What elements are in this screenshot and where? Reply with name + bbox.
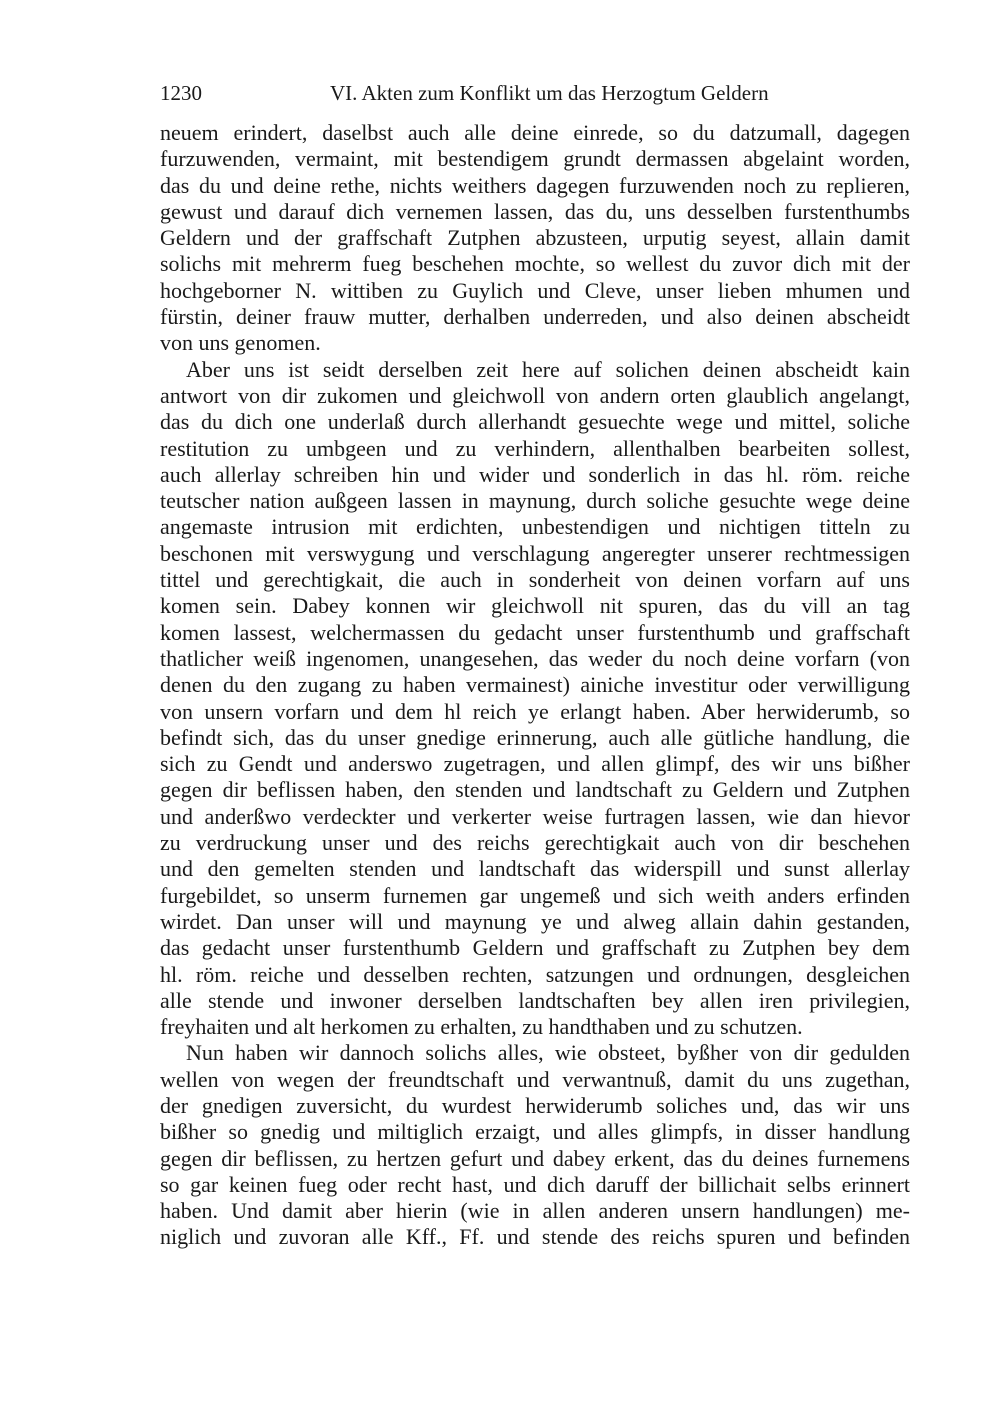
text-line: von uns genomen.: [160, 330, 321, 356]
text-line: so gar keinen fueg oder recht hast, und dich daruff der billichait selbs erinnert: [160, 1171, 910, 1197]
text-line: solichs mit mehrerm fueg beschehen mochte, so wellest du zuvor dich mit der: [160, 251, 910, 277]
text-line: das gedacht unser furstenthumb Geldern und graffschaft zu Zutphen bey dem: [160, 935, 910, 961]
paragraph-1: [160, 120, 910, 357]
text-line: neuem erindert, daselbst auch alle deine einrede, so du datzumall, dagegen: [160, 120, 910, 145]
text-line: antwort von dir zukomen und gleichwoll von andern orten glaublich angelangt,: [160, 382, 910, 408]
text-line: teutscher nation außgeen lassen in maynung, durch soliche gesuchte wege deine: [160, 488, 910, 514]
text-line: zu verdruckung unser und des reichs gerechtigkait auch von dir beschehen: [160, 830, 910, 856]
text-line: angemaste intrusion mit erdichten, unbestendigen und nichtigen titteln zu: [160, 514, 910, 540]
text-line: sich zu Gendt und anderswo zugetragen, und allen glimpf, des wir uns bißher: [160, 751, 910, 777]
text-line: hochgeborner N. wittiben zu Guylich und Cleve, unser lieben mhumen und: [160, 277, 910, 303]
text-line: und anderßwo verdeckter und verkerter weise furtragen lassen, wie dan hievor: [160, 803, 910, 829]
text-line: restitution zu umbgeen und zu verhindern, allenthalben bearbeiten sollest,: [160, 435, 910, 461]
text-line: fürstin, deiner frauw mutter, derhalben underreden, und also deinen abscheidt: [160, 304, 910, 330]
text-line: wellen von wegen der freundtschaft und verwantnuß, damit du uns zugethan,: [160, 1066, 910, 1092]
text-line: niglich und zuvoran alle Kff., Ff. und stende des reichs spuren und befinden: [160, 1224, 910, 1250]
paragraph-3: [160, 1040, 910, 1250]
text-line: gegen dir beflissen, zu hertzen gefurt und dabey erkent, das du deines furnemens: [160, 1145, 910, 1171]
running-head: VI. Akten zum Konflikt um das Herzogtum Geldern: [330, 81, 769, 105]
page-header: [160, 78, 910, 108]
text-line: gegen dir beflissen haben, den stenden und landtschaft zu Geldern und Zutphen: [160, 777, 910, 803]
text-line: thatlicher weiß ingenomen, unangesehen, das weder du noch deine vorfarn (von: [160, 645, 910, 671]
text-line: tittel und gerechtigkait, die auch in sonderheit von deinen vorfarn auf uns: [160, 567, 910, 593]
text-line: von unsern vorfarn und dem hl reich ye erlangt haben. Aber herwiderumb, so: [160, 698, 910, 724]
page-number: 1230: [160, 81, 202, 105]
text-line: auch allerlay schreiben hin und wider und sonderlich in das hl. röm. reiche: [160, 461, 910, 487]
text-line: das du dich one underlaß durch allerhandt gesuechte wege und mittel, soliche: [160, 409, 910, 435]
text-line: bißher so gnedig und miltiglich erzaigt, und alles glimpfs, in disser handlung: [160, 1119, 910, 1145]
text-line: und den gemelten stenden und landtschaft das widerspill und sunst allerlay: [160, 856, 910, 882]
text-line: der gnedigen zuversicht, du wurdest herwiderumb soliches und, das wir uns: [160, 1092, 910, 1118]
text-line: Aber uns ist seidt derselben zeit here auf solichen deinen abscheidt kain: [186, 356, 910, 382]
text-line: haben. Und damit aber hierin (wie in allen anderen unsern handlungen) me-: [160, 1198, 910, 1224]
text-line: Geldern und der graffschaft Zutphen abzusteen, urputig seyest, allain damit: [160, 225, 910, 251]
text-line: hl. röm. reiche und desselben rechten, satzungen und ordnungen, desgleichen: [160, 961, 910, 987]
text-line: alle stende und inwoner derselben landtschaften bey allen iren privilegien,: [160, 987, 910, 1013]
text-line: denen du den zugang zu haben vermainest) ainiche investitur oder verwilligung: [160, 672, 910, 698]
text-line: das du und deine rethe, nichts weithers dagegen furzuwenden noch zu replieren,: [160, 172, 910, 198]
text-line: befindt sich, das du unser gnedige erinnerung, auch alle gütliche handlung, die: [160, 724, 910, 750]
text-line: gewust und darauf dich vernemen lassen, das du, uns desselben furstenthumbs: [160, 198, 910, 224]
text-line: Nun haben wir dannoch solichs alles, wie obsteet, byßher von dir gedulden: [186, 1040, 910, 1066]
text-line: komen sein. Dabey konnen wir gleichwoll nit spuren, das du vill an tag: [160, 593, 910, 619]
paragraph-2: [160, 357, 910, 1041]
text-line: wirdet. Dan unser will und maynung ye und alweg allain dahin gestanden,: [160, 908, 910, 934]
text-line: furzuwenden, vermaint, mit bestendigem grundt dermassen abgelaint worden,: [160, 146, 910, 172]
text-line: freyhaiten und alt herkomen zu erhalten, zu handthaben und zu schutzen.: [160, 1014, 803, 1040]
text-line: komen lassest, welchermassen du gedacht unser furstenthumb und graffschaft: [160, 619, 910, 645]
text-line: beschonen mit verswygung und verschlagung angeregter unserer rechtmessigen: [160, 540, 910, 566]
body-text: [160, 120, 910, 1251]
text-line: furgebildet, so unserm furnemen gar ungemeß und sich weith anders erfinden: [160, 882, 910, 908]
